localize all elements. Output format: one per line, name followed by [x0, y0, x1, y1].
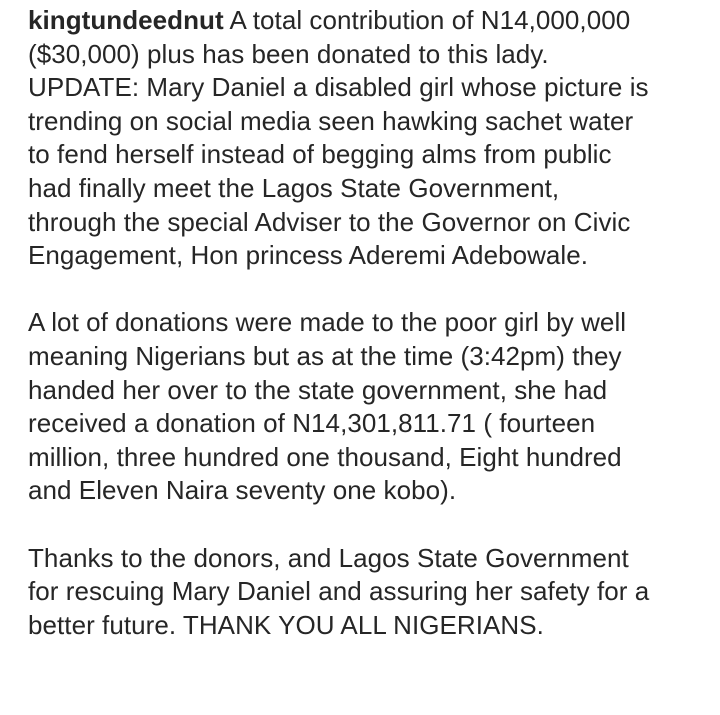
username-link[interactable]: kingtundeednut — [28, 5, 224, 35]
caption-text-1: A total contribution of N14,000,000 ($30,000) plus has been donated to this lady. UPDATE: Mary Daniel a disabled girl whose picture is trending on social media seen hawking sachet water to fend herself instead of begging alms from public had finally meet the Lagos State Government, through the special Adviser to the Governor on Civic Engagement, Hon princess Aderemi Adebowale. — [28, 5, 649, 271]
caption-paragraph-2: A lot of donations were made to the poor girl by well meaning Nigerians but as at the time (3:42pm) they handed her over to the state government, she had received a donation of N14,301,811.71 ( fourteen million, three hundred one thousand, Eight hundred and Eleven Naira seventy one kobo). — [28, 307, 627, 506]
post-caption — [28, 4, 712, 642]
caption-paragraph-3: Thanks to the donors, and Lagos State Government for rescuing Mary Daniel and assuring her safety for a better future. THANK YOU ALL NIGERIANS. — [28, 542, 650, 640]
caption-paragraph-1 — [28, 4, 712, 273]
